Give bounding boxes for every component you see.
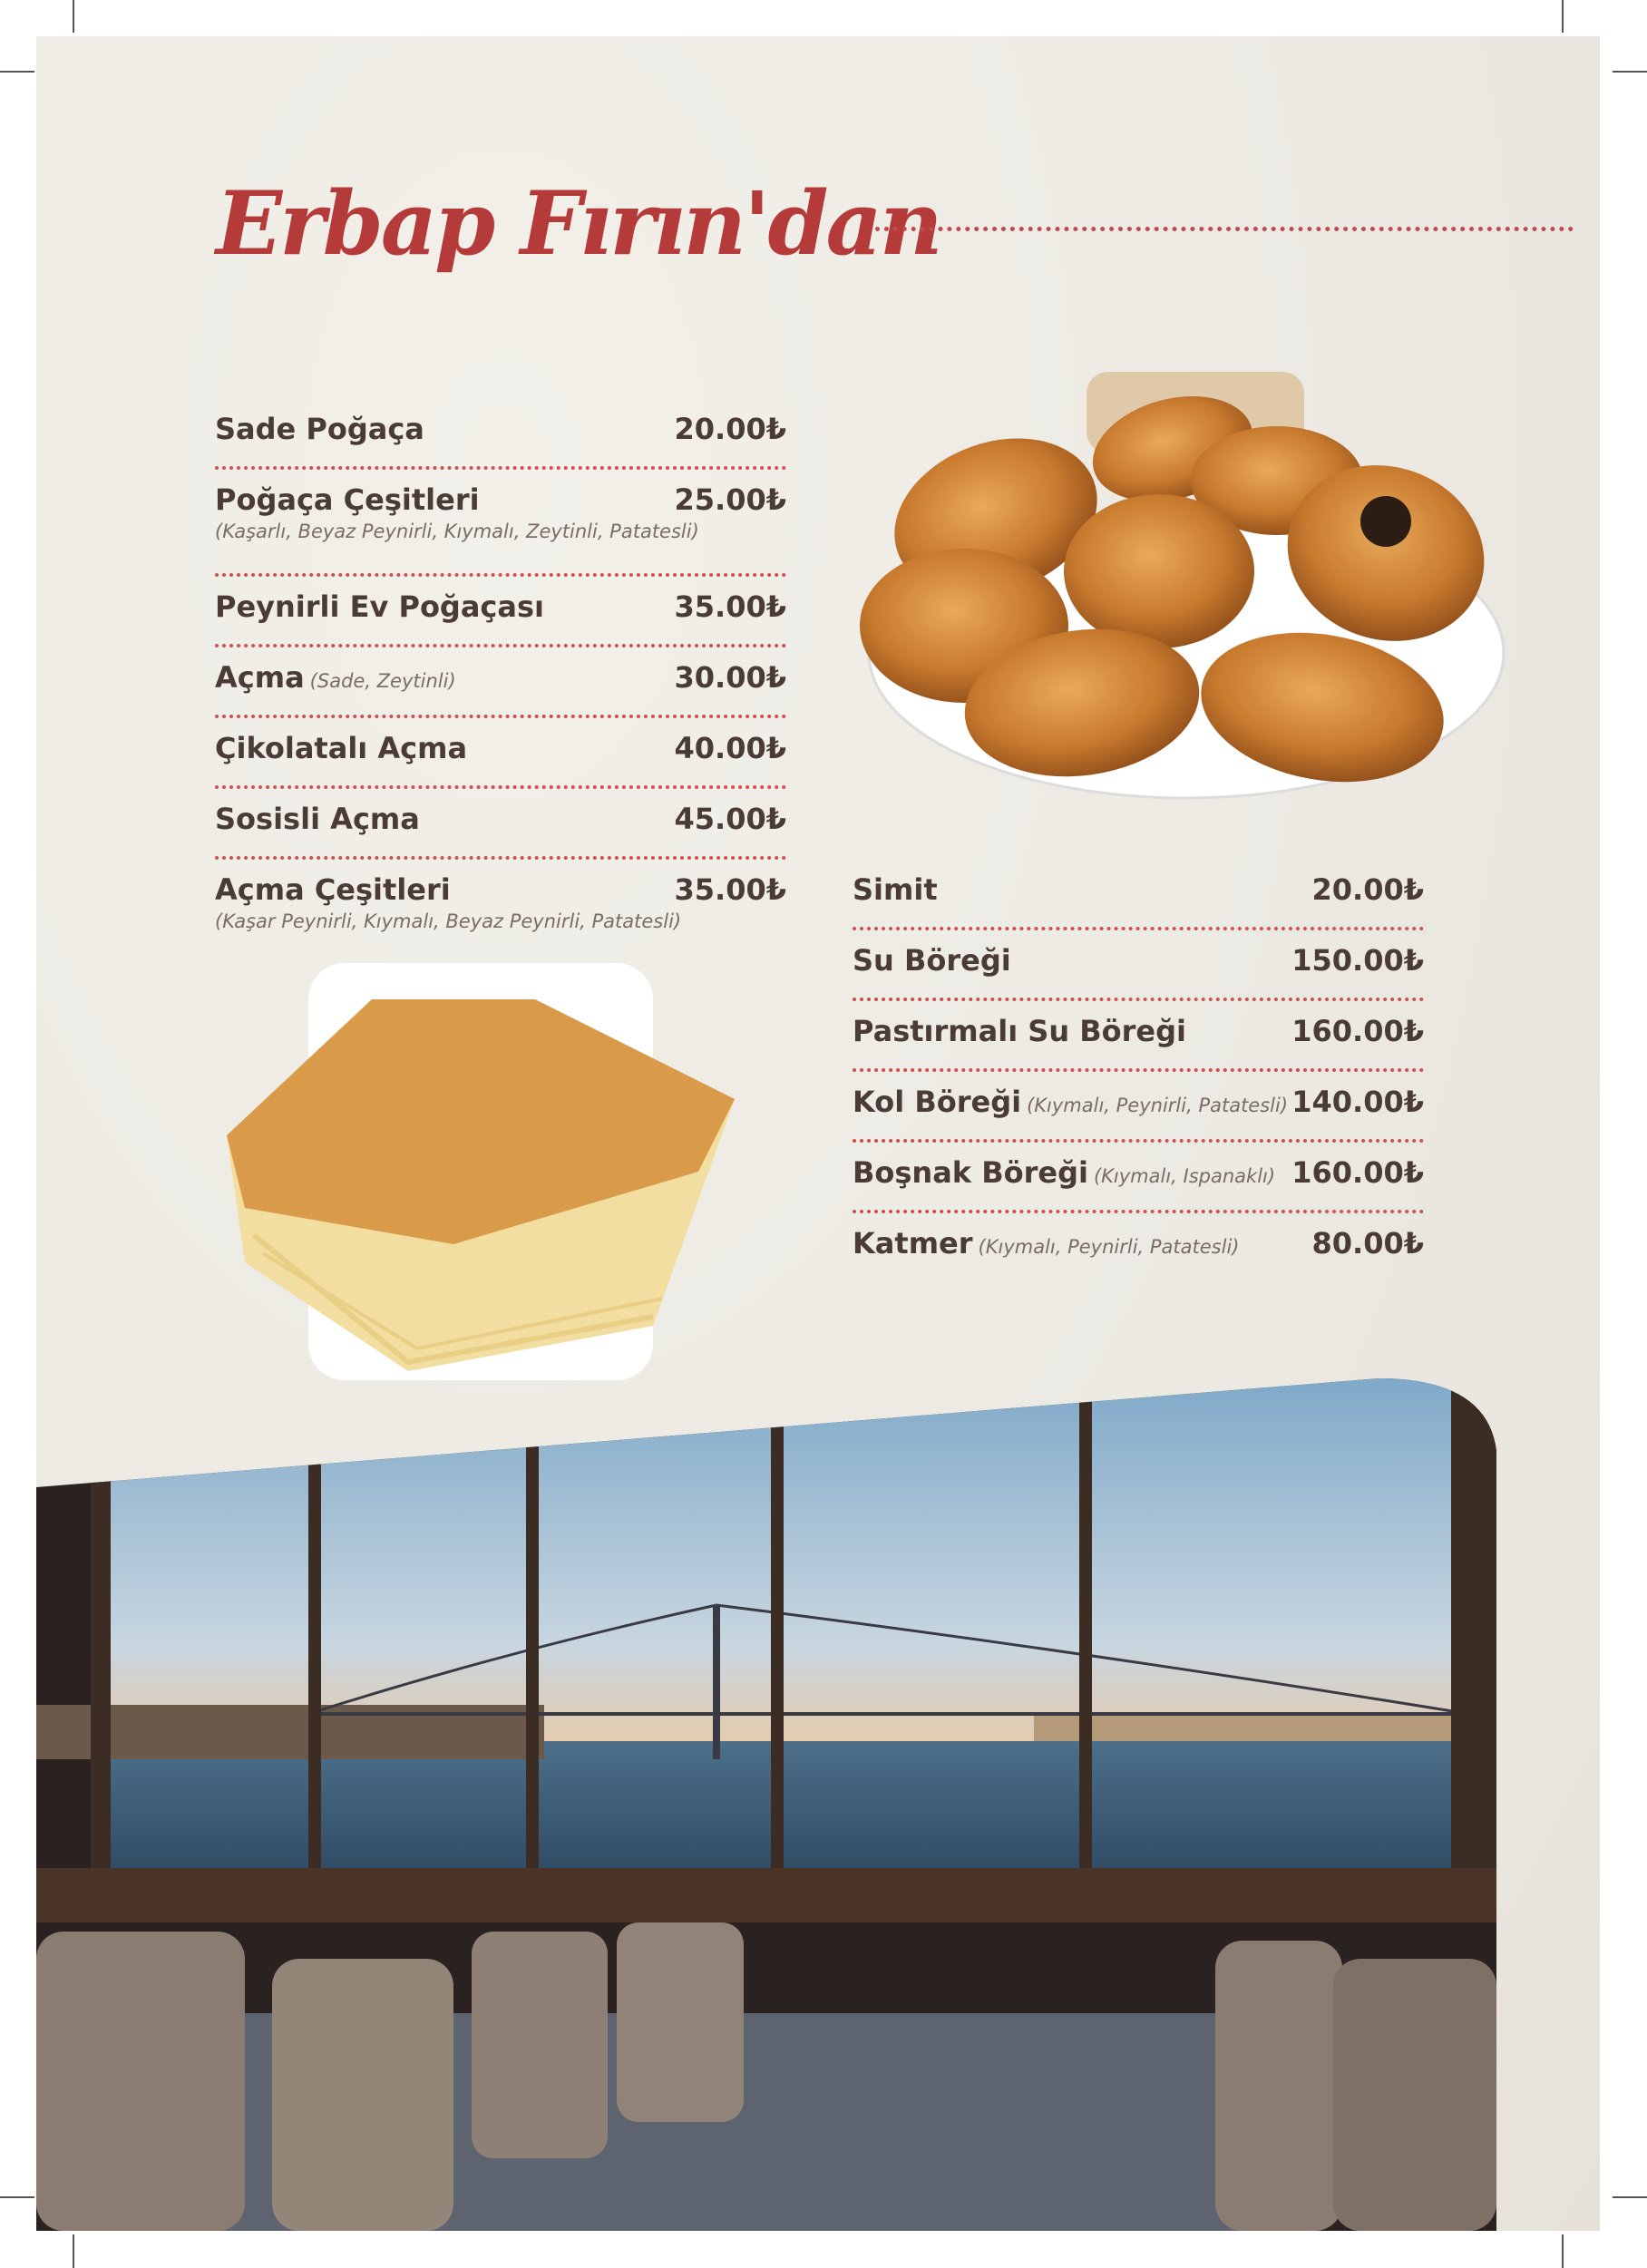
crop-mark [73,2234,74,2268]
crop-mark [0,2196,34,2198]
menu-item [853,860,1424,930]
menu-item-price: 45.00₺ [674,802,786,836]
menu-item [215,860,786,959]
menu-item [215,470,786,577]
menu-item-note: (Kıymalı, Peynirli, Patatesli) [978,1236,1240,1258]
menu-item-name: Su Böreği [853,943,1011,978]
menu-item [853,1001,1424,1072]
menu-item-price: 35.00₺ [674,872,786,907]
crop-mark [1613,2196,1647,2198]
crop-mark [1562,2234,1564,2268]
menu-item-note: (Kıymalı, Ispanaklı) [1093,1165,1276,1187]
restaurant-bosphorus-view-photo [36,1378,1600,2231]
menu-item-price: 80.00₺ [1311,1226,1424,1261]
menu-item [853,1143,1424,1213]
page-title: Erbap Fırın'dan [216,172,940,275]
menu-item-price: 20.00₺ [1311,872,1424,907]
menu-item-price: 25.00₺ [674,482,786,517]
borek-slice-photo [227,963,735,1380]
crop-mark [73,0,74,33]
menu-item [215,399,786,470]
menu-item-name: Sade Poğaça [215,412,424,446]
menu-item-name: Peynirli Ev Poğaçası [215,589,544,624]
menu-item [215,577,786,647]
menu-item [853,1213,1424,1284]
menu-item [215,718,786,789]
menu-item-name [215,660,456,695]
menu-item-price: 30.00₺ [674,660,786,695]
menu-item-name: Açma Çeşitleri [215,872,451,907]
menu-item-price: 160.00₺ [1291,1014,1424,1048]
menu-item-note: (Kaşarlı, Beyaz Peynirli, Kıymalı, Zeytinli, Patatesli) [215,521,699,542]
menu-item-note: (Sade, Zeytinli) [309,670,456,692]
menu-item-name [853,1155,1275,1190]
menu-item [853,930,1424,1001]
menu-item-name: Pastırmalı Su Böreği [853,1014,1186,1048]
menu-item-name: Simit [853,872,938,907]
menu-item [853,1072,1424,1143]
title-dotted-rule [875,227,1574,231]
menu-item [215,647,786,718]
menu-item-name [853,1226,1240,1261]
crop-mark [1562,0,1564,33]
menu-item-name: Çikolatalı Açma [215,731,468,765]
menu-item-note: (Kıymalı, Peynirli, Patatesli) [1027,1095,1289,1116]
menu-item-price: 20.00₺ [674,412,786,446]
menu-item-price: 35.00₺ [674,589,786,624]
menu-item-price: 150.00₺ [1291,943,1424,978]
menu-list-left [215,399,786,959]
menu-item-price: 140.00₺ [1291,1085,1424,1119]
crop-mark [0,71,34,73]
menu-item-name-text: Açma [215,660,305,695]
menu-list-right [853,860,1424,1284]
menu-item [215,789,786,860]
pastry-plate-photo [851,354,1513,825]
menu-page [36,36,1600,2231]
menu-item-name [853,1085,1288,1119]
menu-item-note: (Kaşar Peynirli, Kıymalı, Beyaz Peynirli, Patatesli) [215,910,682,932]
menu-item-name-text: Katmer [853,1226,973,1261]
menu-item-price: 160.00₺ [1291,1155,1424,1190]
menu-item-name-text: Kol Böreği [853,1085,1022,1119]
crop-mark [1613,71,1647,73]
menu-item-name: Sosisli Açma [215,802,420,836]
menu-item-name-text: Boşnak Böreği [853,1155,1088,1190]
menu-item-name: Poğaça Çeşitleri [215,482,480,517]
menu-item-price: 40.00₺ [674,731,786,765]
